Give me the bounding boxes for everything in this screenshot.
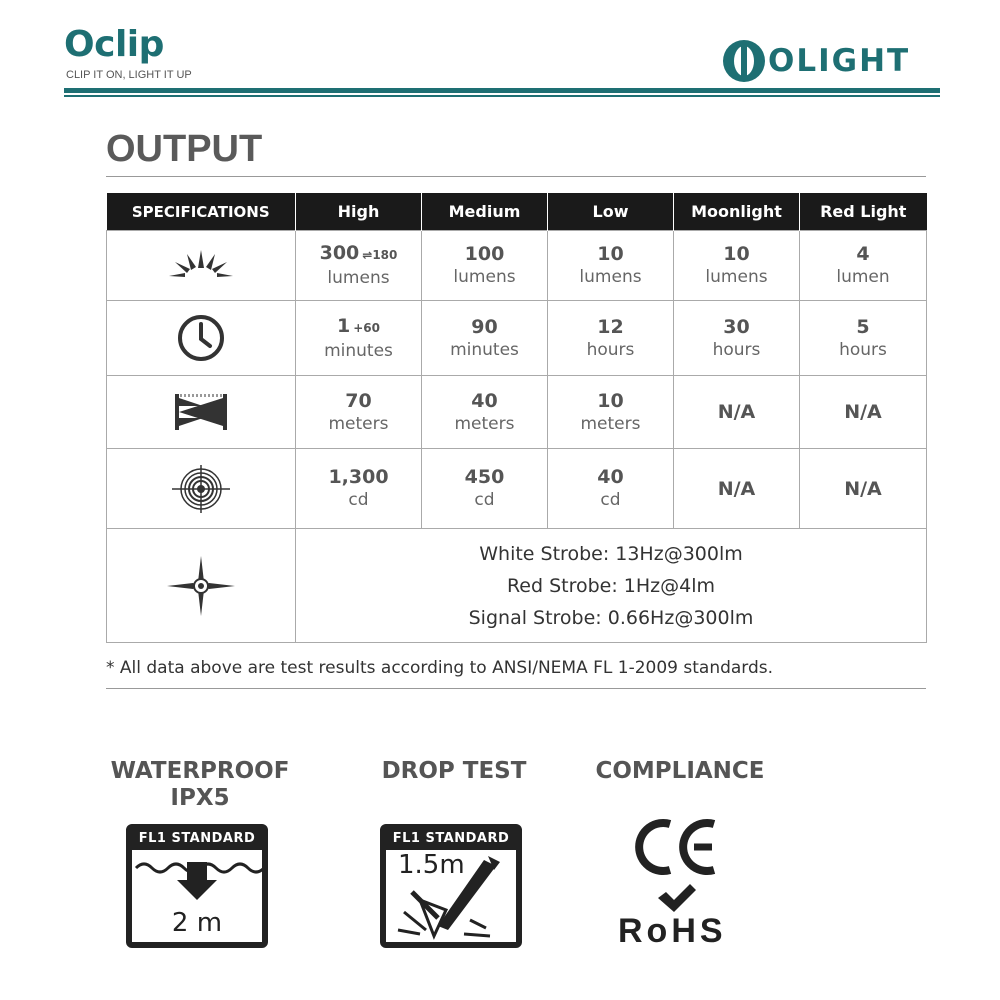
spec-table <box>106 193 927 643</box>
row-icon-cell <box>107 301 296 376</box>
olight-logo-icon <box>722 39 766 83</box>
cell-value: 10 <box>597 389 624 412</box>
footnote-divider <box>106 688 926 689</box>
waterproof-depth: 2 m <box>171 908 223 938</box>
cell-unit: hours <box>712 339 761 360</box>
cell-red-light-runtime <box>800 301 927 376</box>
cell-value: 90 <box>471 315 498 338</box>
brand-title: Oclip <box>64 24 164 65</box>
column-header-low: Low <box>548 193 674 231</box>
cell-medium-distance <box>422 376 548 449</box>
cell-value: 10 <box>723 243 750 265</box>
row-icon-cell <box>107 231 296 301</box>
cell-unit: minutes <box>324 340 393 361</box>
ce-mark-icon <box>632 818 722 876</box>
peak-intensity-icon <box>170 464 232 514</box>
cell-low-runtime <box>548 301 674 376</box>
cell-value: 300 <box>319 242 360 264</box>
section-divider <box>106 176 926 177</box>
table-header-row <box>107 193 927 231</box>
cell-high-distance <box>296 376 422 449</box>
cell-unit: lumens <box>327 268 390 288</box>
cell-low-intensity <box>548 449 674 529</box>
cell-medium-intensity <box>422 449 548 529</box>
table-row-strobe <box>107 529 927 643</box>
cell-value: 4 <box>856 243 870 265</box>
header-divider-thin <box>64 95 940 97</box>
cell-na: N/A <box>844 477 882 500</box>
strobe-line-red: Red Strobe: 1Hz@4lm <box>506 574 716 597</box>
waterproof-title-line1: WATERPROOF <box>110 758 290 784</box>
cell-value: 1 <box>337 314 351 337</box>
cell-low-distance <box>548 376 674 449</box>
cell-value: 450 <box>464 466 505 488</box>
cell-moonlight-intensity <box>674 449 800 529</box>
cell-na: N/A <box>717 477 756 500</box>
cell-value: 12 <box>597 315 624 338</box>
compliance-title: COMPLIANCE <box>595 758 765 784</box>
cell-moonlight-output <box>674 231 800 301</box>
row-icon-cell <box>107 529 296 643</box>
drop-height: 1.5m <box>398 850 465 880</box>
cell-value: 70 <box>345 389 372 412</box>
logo-text: OLIGHT <box>768 43 911 79</box>
cell-medium-runtime <box>422 301 548 376</box>
cell-unit: meters <box>580 413 641 434</box>
cell-sub-value: +60 <box>353 320 380 335</box>
cell-unit: lumens <box>705 267 768 287</box>
cell-low-output <box>548 231 674 301</box>
cell-sub-value: ⇌180 <box>362 248 398 262</box>
cell-unit: minutes <box>450 339 519 360</box>
column-header-moonlight: Moonlight <box>674 193 800 231</box>
water-depth-icon <box>132 852 262 904</box>
cell-unit: lumen <box>836 267 890 287</box>
cell-value: 30 <box>723 315 750 338</box>
beam-distance-icon <box>173 392 229 432</box>
cell-value: 5 <box>856 315 870 338</box>
clock-icon <box>176 313 226 363</box>
header-divider <box>64 88 940 93</box>
drop-test-badge <box>380 824 522 948</box>
strobe-line-signal: Signal Strobe: 0.66Hz@300lm <box>468 606 754 629</box>
table-row-runtime <box>107 301 927 376</box>
cell-red-light-output <box>800 231 927 301</box>
row-icon-cell <box>107 449 296 529</box>
footnote: * All data above are test results according to ANSI/NEMA FL 1-2009 standards. <box>106 658 774 678</box>
cell-red-light-distance <box>800 376 927 449</box>
cell-unit: cd <box>600 490 621 510</box>
strobe-icon <box>166 555 236 617</box>
cell-value: 10 <box>597 243 624 265</box>
cell-unit: lumens <box>453 267 516 287</box>
cell-value: 40 <box>471 389 498 412</box>
cell-value: 100 <box>464 243 505 265</box>
column-header-red-light: Red Light <box>800 193 927 231</box>
drop-test-badge-band: FL1 STANDARD <box>386 830 516 850</box>
waterproof-badge <box>126 824 268 948</box>
olight-logo <box>722 38 910 84</box>
cell-unit: cd <box>348 490 369 510</box>
strobe-line-white: White Strobe: 13Hz@300lm <box>479 542 743 565</box>
cell-moonlight-runtime <box>674 301 800 376</box>
cell-high-output <box>296 231 422 301</box>
drop-impact-icon <box>386 850 516 942</box>
cell-unit: meters <box>328 413 389 434</box>
cell-na: N/A <box>717 401 756 423</box>
cell-medium-output <box>422 231 548 301</box>
cell-red-light-intensity <box>800 449 927 529</box>
rohs-mark: RoHS <box>618 912 727 950</box>
cell-unit: lumens <box>579 267 642 287</box>
waterproof-rating: IPX5 <box>170 785 230 811</box>
row-icon-cell <box>107 376 296 449</box>
cell-unit: meters <box>454 413 515 434</box>
cell-unit: hours <box>839 339 887 360</box>
cell-unit: hours <box>586 339 635 360</box>
cell-unit: cd <box>474 490 495 510</box>
section-title: OUTPUT <box>106 128 263 170</box>
column-header-specifications: SPECIFICATIONS <box>107 193 296 231</box>
column-header-high: High <box>296 193 422 231</box>
cell-value: 1,300 <box>328 466 389 488</box>
strobe-modes-cell <box>296 529 927 643</box>
cell-value: 40 <box>597 466 624 488</box>
table-row-beam-distance <box>107 376 927 449</box>
table-row-peak-intensity <box>107 449 927 529</box>
cell-moonlight-distance <box>674 376 800 449</box>
table-row-output <box>107 231 927 301</box>
waterproof-badge-band: FL1 STANDARD <box>132 830 262 850</box>
column-header-medium: Medium <box>422 193 548 231</box>
cell-na: N/A <box>844 401 882 423</box>
rohs-check-icon <box>656 884 698 914</box>
brightness-icon <box>161 246 241 286</box>
brand-tagline: CLIP IT ON, LIGHT IT UP <box>66 69 192 81</box>
cell-high-runtime <box>296 301 422 376</box>
drop-test-title: DROP TEST <box>381 758 527 784</box>
waterproof-title <box>100 758 300 812</box>
cell-high-intensity <box>296 449 422 529</box>
